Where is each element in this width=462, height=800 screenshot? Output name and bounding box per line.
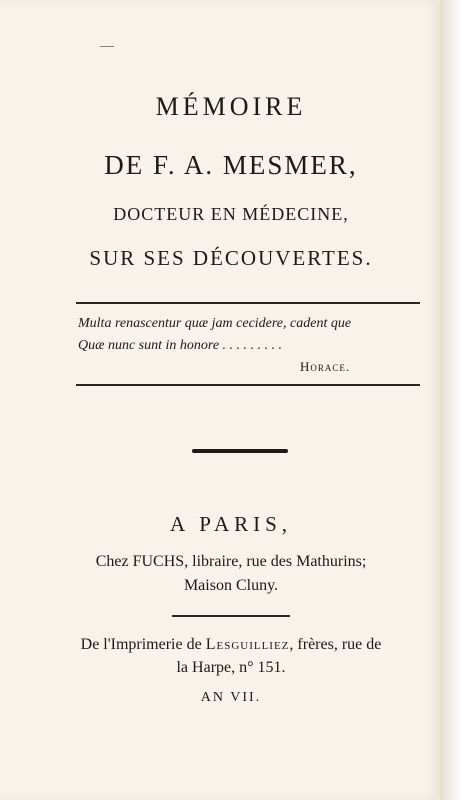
printer-name: Lesguilliez	[205, 636, 290, 653]
page-edge	[440, 0, 462, 800]
ornament-rule	[192, 449, 288, 453]
title-line-2: DE F. A. MESMER,	[104, 150, 358, 180]
printer-line-2: la Harpe, n° 151.	[176, 659, 286, 676]
publisher-line-1: Chez FUCHS, libraire, rue des Mathurins;	[95, 553, 367, 570]
epigraph-author: Horace.	[300, 359, 351, 374]
title-line-3: DOCTEUR EN MÉDECINE,	[113, 204, 349, 224]
printer-prefix: De l'Imprimerie de	[80, 636, 206, 653]
epigraph-rule-bottom	[76, 384, 420, 386]
imprint-city: A PARIS,	[169, 512, 293, 536]
title-line-1: MÉMOIRE	[155, 92, 307, 121]
page-mark	[100, 46, 114, 47]
title-line-4: SUR SES DÉCOUVERTES.	[89, 246, 373, 270]
publisher-line-2: Maison Cluny.	[183, 577, 279, 594]
epigraph-rule-top	[76, 302, 420, 304]
publication-date: AN VII.	[200, 690, 262, 705]
epigraph-line-2: Quæ nunc sunt in honore . . . . . . . . .	[78, 338, 283, 353]
epigraph-line-1: Multa renascentur quæ jam cecidere, cadent que	[78, 316, 352, 331]
printer-line-1	[0, 636, 462, 654]
printer-suffix: , frères, rue de	[289, 636, 382, 653]
imprint-rule	[172, 615, 290, 617]
